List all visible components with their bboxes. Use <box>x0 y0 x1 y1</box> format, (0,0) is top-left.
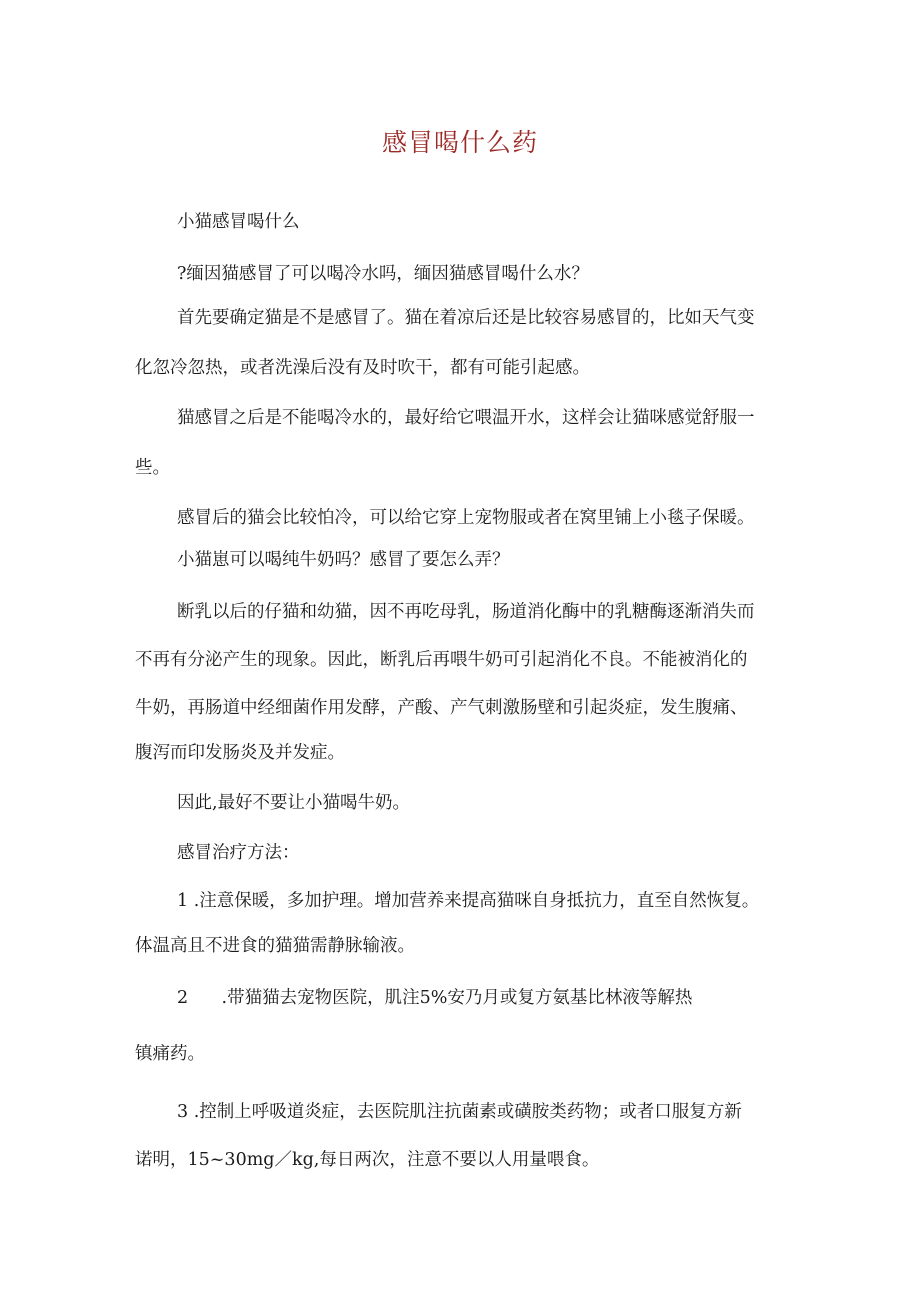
paragraph-line-10: 不再有分泌产生的现象。因此，断乳后再喂牛奶可引起消化不良。不能被消化的 <box>135 650 748 670</box>
paragraph-line-2: ?缅因猫感冒了可以喝冷水吗，缅因猫感冒喝什么水？ <box>177 264 589 284</box>
paragraph-line-18: 镇痛药。 <box>135 1044 205 1064</box>
paragraph-line-12: 腹泻而印发肠炎及并发症。 <box>135 743 345 763</box>
document-title: 感冒喝什么药 <box>381 128 538 157</box>
paragraph-line-4: 化忽冷忽热，或者洗澡后没有及时吹干，都有可能引起感。 <box>135 358 590 378</box>
paragraph-line-14: 感冒治疗方法： <box>177 843 300 863</box>
paragraph-line-16: 体温高且不进食的猫猫需静脉输液。 <box>135 936 415 956</box>
paragraph-line-20: 诺明，15~30mg／kg,每日两次，注意不要以人用量喂食。 <box>135 1150 600 1170</box>
paragraph-line-17: 2 .带猫猫去宠物医院，肌注5%安乃月或复方氨基比林液等解热 <box>177 988 693 1008</box>
paragraph-line-1: 小猫感冒喝什么 <box>177 212 300 232</box>
paragraph-line-9: 断乳以后的仔猫和幼猫，因不再吃母乳，肠道消化酶中的乳糖酶逐渐消失而 <box>177 602 755 622</box>
paragraph-line-5: 猫感冒之后是不能喝冷水的，最好给它喂温开水，这样会让猫咪感觉舒服一 <box>177 408 755 428</box>
paragraph-line-13: 因此,最好不要让小猫喝牛奶。 <box>177 793 411 813</box>
paragraph-line-6: 些。 <box>135 458 170 478</box>
paragraph-line-19: 3 .控制上呼吸道炎症，去医院肌注抗菌素或磺胺类药物；或者口服复方新 <box>177 1102 742 1122</box>
paragraph-line-7: 感冒后的猫会比较怕冷，可以给它穿上宠物服或者在窝里铺上小毯子保暖。 <box>177 508 755 528</box>
paragraph-line-15: 1 .注意保暖，多加护理。增加营养来提高猫咪自身抵抗力，直至自然恢复。 <box>177 891 760 911</box>
paragraph-line-8: 小猫崽可以喝纯牛奶吗？感冒了要怎么弄？ <box>177 550 510 570</box>
paragraph-line-3: 首先要确定猫是不是感冒了。猫在着凉后还是比较容易感冒的，比如天气变 <box>177 308 755 328</box>
paragraph-line-11: 牛奶，再肠道中经细菌作用发酵，产酸、产气刺激肠壁和引起炎症，发生腹痛、 <box>135 698 748 718</box>
